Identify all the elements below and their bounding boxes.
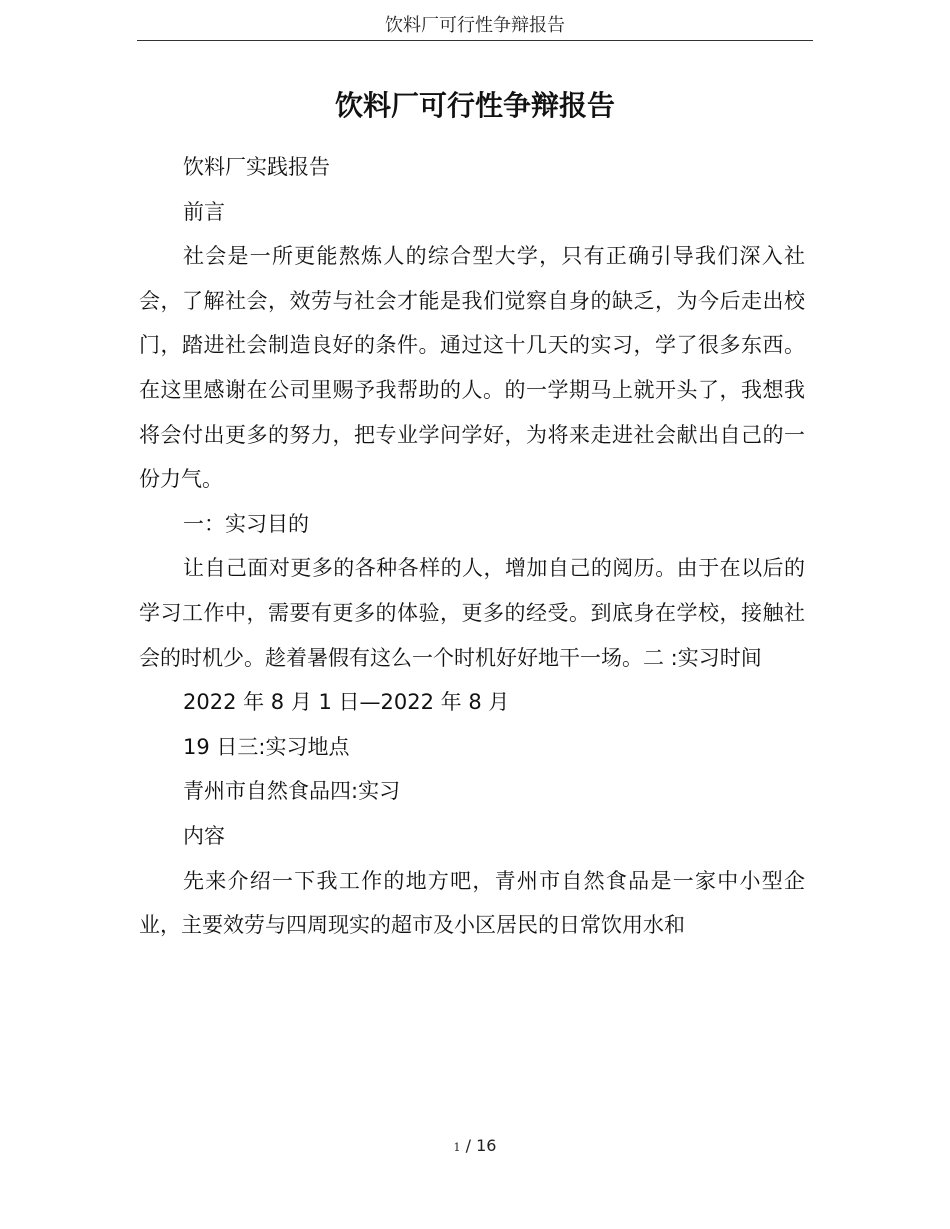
document-body: [139, 145, 805, 948]
paragraph-dates: 2022 年 8 月 1 日—2022 年 8 月: [183, 690, 510, 715]
running-header-title: 饮料厂可行性争辩报告: [385, 15, 565, 36]
page-number: [0, 1135, 950, 1159]
paragraph-section-purpose-heading: 一：实习目的: [183, 511, 309, 536]
paragraph-subtitle: 饮料厂实践报告: [183, 155, 330, 179]
header-divider: [137, 40, 813, 41]
current-page-number: 1: [453, 1141, 461, 1154]
paragraph-purpose: 让自己面对更多的各种各样的人，增加自己的阅历。由于在以后的学习工作中，需要有更多的体验，更多的经受。到底身在学校，接触社会的时机少。趁着暑假有这么一个时机好好地干一场。二 :实习时间: [139, 556, 805, 670]
paragraph-preface-heading: 前言: [183, 199, 225, 224]
paragraph-preface: 社会是一所更能熬炼人的综合型大学，只有正确引导我们深入社会，了解社会，效劳与社会才能是我们觉察自身的缺乏，为今后走出校门，踏进社会制造良好的条件。通过这十几天的实习，学了很多东西。在这里感谢在公司里赐予我帮助的人。的一学期马上就开头了，我想我将会付出更多的努力，把专业学问学好，为将来走进社会献出自己的一份力气。: [139, 244, 805, 492]
total-pages: 16: [476, 1136, 497, 1155]
paragraph-content-heading: 内容: [183, 823, 225, 848]
page-separator: /: [460, 1136, 477, 1155]
paragraph-location: 青州市自然食品四:实习: [183, 779, 401, 804]
paragraph-content: 先来介绍一下我工作的地方吧，青州市自然食品是一家中小型企业，主要效劳与四周现实的超市及小区居民的日常饮用水和: [139, 868, 805, 938]
document-title: 饮料厂可行性争辩报告: [334, 89, 615, 122]
paragraph-location-heading: 19 日三:实习地点: [183, 734, 350, 759]
